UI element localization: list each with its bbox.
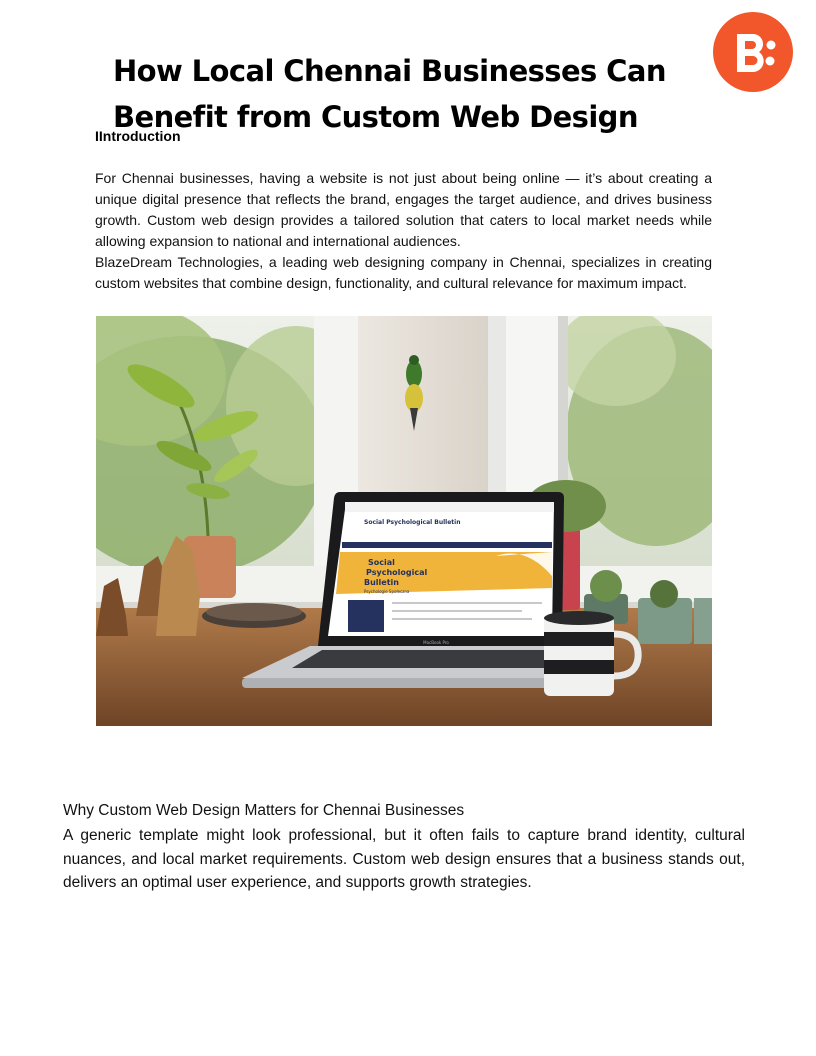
screen-hero-line-2: Psychological [366, 568, 428, 577]
brand-logo [713, 12, 793, 92]
screen-hero-subtitle: Psychologie Społeczna [364, 589, 410, 594]
document-title: How Local Chennai Businesses Can Benefit from Custom Web Design [113, 54, 666, 134]
screen-hero-line-1: Social [368, 558, 395, 567]
brand-b-logo-icon [713, 12, 793, 92]
intro-paragraph-2: BlazeDream Technologies, a leading web designing company in Chennai, specializes in creating custom websites that combine design, functionality, and cultural relevance for maximum impact. [95, 254, 712, 291]
intro-paragraph-1: For Chennai businesses, having a website is not just about being online — it’s about creating a unique digital presence that reflects the brand, engages the target audience, and drives business growth. Custom web design provides a tailored solution that caters to local market needs while allowing expansion to national and international audiences. [95, 170, 712, 249]
section-heading: Why Custom Web Design Matters for Chennai Businesses [63, 802, 465, 819]
screen-site-title: Social Psychological Bulletin [364, 519, 461, 526]
screen-hero-line-3: Bulletin [364, 578, 399, 587]
laptop-desk-photo [96, 316, 712, 726]
intro-heading: IIntroduction [95, 128, 181, 144]
section-paragraph: A generic template might look professional, but it often fails to capture brand identity, cultural nuances, and local market requirements. Custom web design ensures that a business stands out, delivers an optimal user experience, and supports growth strategies. [63, 827, 745, 891]
laptop-brand: MacBook Pro [423, 640, 449, 645]
